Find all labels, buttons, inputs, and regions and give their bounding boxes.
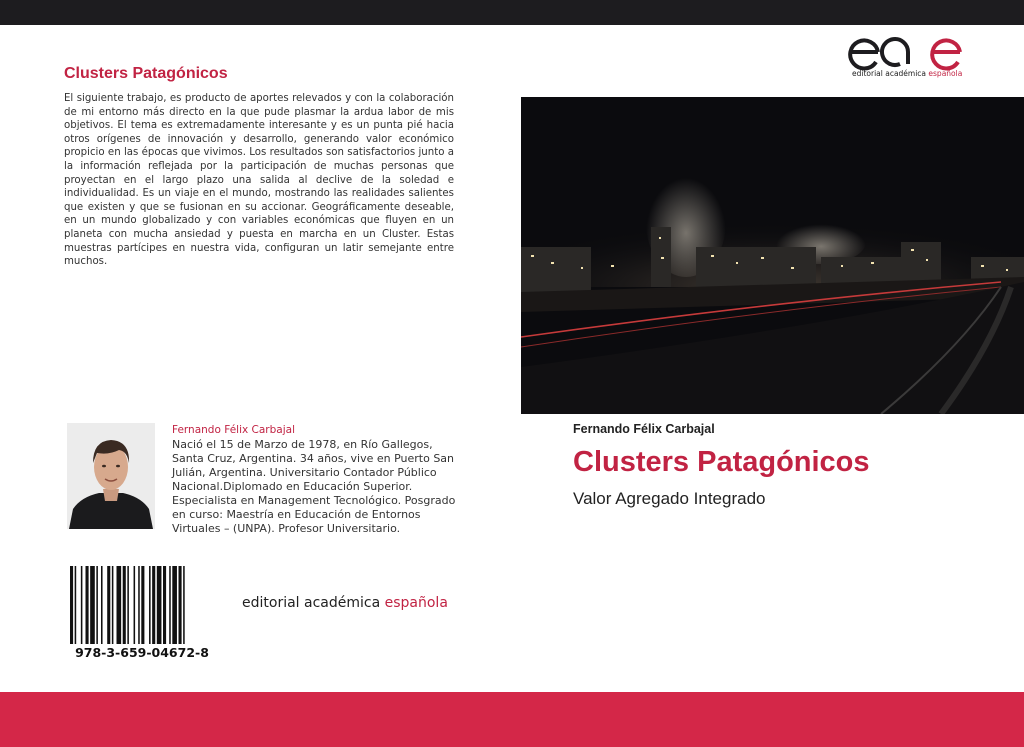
author-bio: Nació el 15 de Marzo de 1978, en Río Gallegos, Santa Cruz, Argentina. 34 años, vive en Puerto San Julián, Argentina. Universitario Contador Público Nacional.Diplomado en Educación Superior. Especialista en Management Tecnológico. Posgrado en curso: Maestría en Educación de Entornos Virtuales – (UNPA). Profesor Universitario. <box>172 438 456 535</box>
bottom-band <box>0 692 1024 747</box>
back-cover-title: Clusters Patagónicos <box>64 65 228 82</box>
back-cover-blurb: El siguiente trabajo, es producto de aportes relevados y con la colaboración de mi entorno más directo en la que pude plasmar la ardua labor de mis objetivos. El tema es extremadamente interesante y es un punta pié hacia otros orígenes de innovación y desarrollo, generando valor económico propicio en las épocas que vivimos. Los resultados son satisfactorios junto a la información reflejada por la participación de muchas personas que proyectan en el largo plazo una salida al declive de la soledad e individualidad. Es un viaje en el mundo, mostrando las realidades salientes que existen y que se fusionan en su accionar. Geográficamente deseable, en un mundo globalizado y con variables económicas que fluyen en un planeta con mucha ansiedad y puesta en marcha en un Cluster. Estas muestras partícipes en nuestra vida, configuran un latir semejante entre muchos. <box>64 93 454 268</box>
barcode-bar <box>112 566 114 644</box>
barcode-bar <box>172 566 177 644</box>
barcode-bar <box>149 566 151 644</box>
barcode-bar <box>123 566 126 644</box>
barcode-bar <box>169 566 171 644</box>
barcode-bar <box>90 566 95 644</box>
front-cover-subtitle: Valor Agregado Integrado <box>573 489 766 508</box>
front-cover-author: Fernando Félix Carbajal <box>573 422 715 436</box>
barcode-bar <box>152 566 155 644</box>
barcode-bar <box>86 566 89 644</box>
barcode-bar <box>134 566 136 644</box>
barcode-bar <box>157 566 162 644</box>
author-photo <box>67 423 155 529</box>
logo-caption-main: editorial académica <box>852 69 929 78</box>
barcode-bar <box>81 566 83 644</box>
logo-caption-accent: española <box>928 69 963 78</box>
barcode-bar <box>75 566 77 644</box>
publisher-imprint <box>242 595 448 611</box>
barcode-bar <box>101 566 103 644</box>
barcode-bar <box>141 566 144 644</box>
isbn-number: 978-3-659-04672-8 <box>75 645 209 660</box>
barcode-bar <box>163 566 166 644</box>
logo-caption <box>852 69 962 78</box>
barcode-bar <box>183 566 185 644</box>
barcode-bar <box>179 566 182 644</box>
top-band <box>0 0 1024 25</box>
barcode-bar <box>70 566 73 644</box>
imprint-accent: española <box>384 595 448 611</box>
front-cover-title: Clusters Patagónicos <box>573 446 870 478</box>
author-name: Fernando Félix Carbajal <box>172 424 295 436</box>
barcode-bar <box>117 566 122 644</box>
barcode-bar <box>127 566 129 644</box>
barcode-bar <box>138 566 140 644</box>
barcode <box>70 566 214 644</box>
cover-photo-industrial-night <box>521 97 1024 414</box>
barcode-bar <box>107 566 110 644</box>
imprint-main: editorial académica <box>242 595 385 611</box>
barcode-bar <box>96 566 98 644</box>
